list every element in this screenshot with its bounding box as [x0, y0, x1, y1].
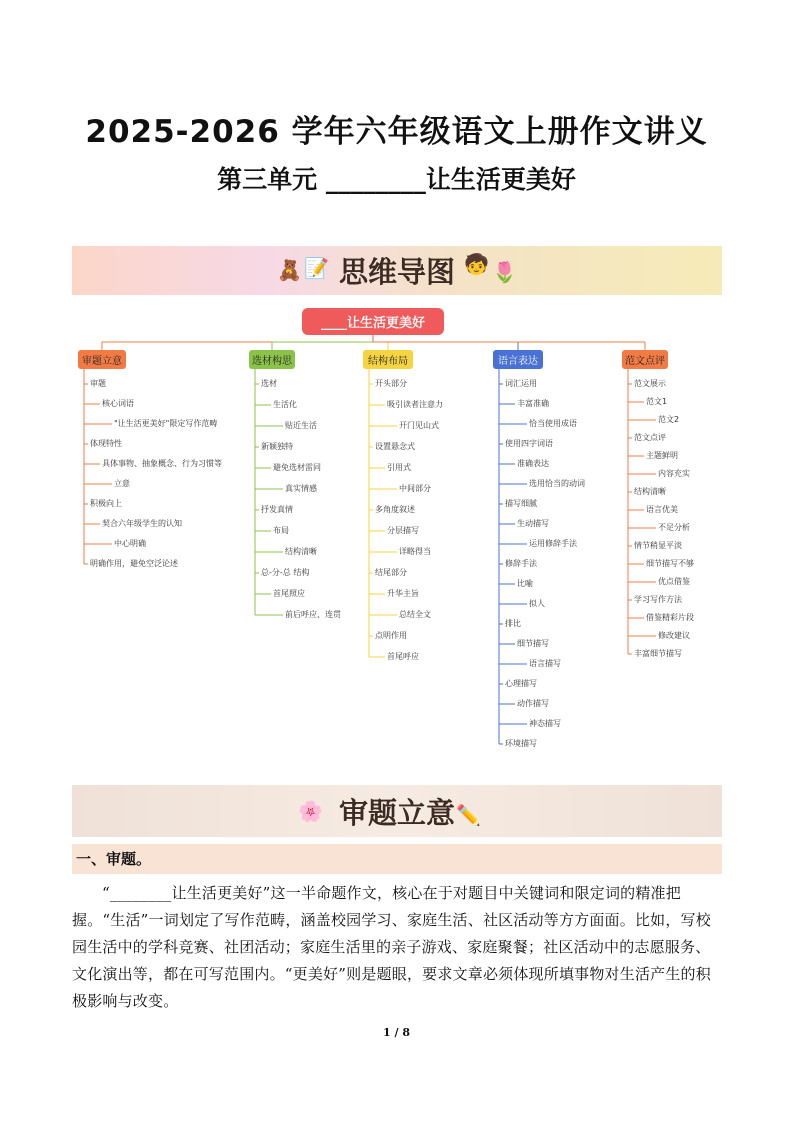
- mindmap-node: 中间部分: [399, 484, 431, 493]
- section-banner-title: 审题立意: [338, 795, 455, 830]
- mindmap-node: 修改建议: [658, 631, 690, 640]
- mindmap-node: 学习写作方法: [634, 595, 682, 604]
- mindmap-node: 体现特性: [90, 439, 122, 448]
- mindmap-node: 结构清晰: [634, 487, 666, 496]
- section-heading: 一、审题。: [72, 844, 722, 874]
- mindmap-node: 贴近生活: [285, 421, 317, 430]
- mindmap-node: 范文1: [646, 397, 668, 406]
- mindmap-node: 前后呼应、连贯: [285, 610, 341, 619]
- mindmap-node: 动作描写: [517, 699, 549, 708]
- mindmap-node: 分层描写: [387, 526, 419, 535]
- mindmap-node: 首尾照应: [273, 589, 305, 598]
- mindmap-node: 借鉴精彩片段: [646, 613, 694, 622]
- mindmap-node: 细节描写不够: [646, 559, 694, 568]
- mindmap-node: 吸引读者注意力: [387, 400, 443, 409]
- pencil-icon: ✏️: [456, 803, 481, 827]
- mindmap-node: "让生活更美好"限定写作范畴: [114, 419, 218, 428]
- section-banner: [72, 785, 722, 837]
- mindmap-node: 神态描写: [529, 719, 561, 728]
- mindmap-node: 核心词语: [102, 399, 134, 408]
- mindmap-branch: 选材构思: [249, 350, 295, 369]
- mindmap-node: 细节描写: [517, 639, 549, 648]
- mindmap-node: 范文点评: [634, 433, 666, 442]
- mindmap-node: 内容充实: [658, 469, 690, 478]
- mindmap-node: 运用修辞手法: [529, 539, 577, 548]
- mindmap-node: 选用恰当的动词: [529, 479, 585, 488]
- mindmap-branch: 审题立意: [78, 350, 126, 369]
- notebook-icon: 📝: [304, 256, 329, 280]
- mindmap-node: 拟人: [529, 599, 545, 608]
- mindmap-node: 避免选材雷同: [273, 463, 321, 472]
- mindmap-node: 词汇运用: [505, 379, 537, 388]
- document-subtitle: 第三单元 ________让生活更美好: [217, 165, 576, 194]
- mindmap-node: 情节稍显平淡: [634, 541, 682, 550]
- mindmap-node: 修辞手法: [505, 559, 537, 568]
- mindmap-node: 范文展示: [634, 379, 666, 388]
- mindmap-node: 主题鲜明: [646, 451, 678, 460]
- mindmap-node: 总-分-总 结构: [261, 568, 310, 577]
- mindmap-node: 丰富细节描写: [634, 649, 682, 658]
- child-icon: 🧒: [464, 252, 489, 276]
- mindmap-root: ____让生活更美好: [302, 308, 444, 335]
- mindmap-node: 使用四字词语: [505, 439, 553, 448]
- mindmap-node: 优点借鉴: [658, 577, 690, 586]
- mindmap-node: 新颖独特: [261, 442, 293, 451]
- mindmap-node: 恰当使用成语: [529, 419, 577, 428]
- mindmap-node: 选材: [261, 379, 277, 388]
- mindmap-node: 详略得当: [399, 547, 431, 556]
- document-title: 2025-2026 学年六年级语文上册作文讲义: [85, 114, 708, 150]
- mindmap-node: 设置悬念式: [375, 442, 415, 451]
- page-number: 1 / 8: [383, 1026, 410, 1039]
- mindmap-node: 范文2: [658, 415, 680, 424]
- flower-icon: 🌷: [492, 260, 517, 284]
- mindmap-node: 生动描写: [517, 519, 549, 528]
- mindmap-node: 结尾部分: [375, 568, 407, 577]
- bear-icon: 🧸: [277, 258, 302, 282]
- flower-icon: 🌸: [298, 799, 323, 823]
- mindmap-node: 首尾呼应: [387, 652, 419, 661]
- mindmap-node: 开头部分: [375, 379, 407, 388]
- mindmap-node: 准确表达: [517, 459, 549, 468]
- mindmap-node: 具体事物、抽象概念、行为习惯等: [102, 459, 222, 468]
- mindmap-node: 立意: [114, 479, 130, 488]
- mindmap-node: 描写细腻: [505, 499, 537, 508]
- mindmap-node: 语言优美: [646, 505, 678, 514]
- mindmap-node: 升华主旨: [387, 589, 419, 598]
- mindmap-branch: 语言表达: [493, 350, 543, 369]
- mindmap-node: 布局: [273, 526, 289, 535]
- mindmap-node: 结构清晰: [285, 547, 317, 556]
- mindmap-node: 生活化: [273, 400, 297, 409]
- mindmap-node: 环境描写: [505, 739, 537, 748]
- mindmap-node: 心理描写: [505, 679, 537, 688]
- mindmap-node: 抒发真情: [261, 505, 293, 514]
- mindmap-node: 点明作用: [375, 631, 407, 640]
- mindmap-node: 审题: [90, 379, 106, 388]
- mindmap-node: 语言描写: [529, 659, 561, 668]
- mindmap-node: 中心明确: [114, 539, 146, 548]
- mindmap-branch: 范文点评: [622, 350, 668, 369]
- mindmap-node: 真实情感: [285, 484, 317, 493]
- mindmap-node: 总结全文: [399, 610, 431, 619]
- mindmap-node: 积极向上: [90, 499, 122, 508]
- mindmap-node: 丰富准确: [517, 399, 549, 408]
- mindmap-banner-title: 思维导图: [338, 255, 455, 289]
- mindmap-node: 开门见山式: [399, 421, 439, 430]
- mindmap-node: 排比: [505, 619, 521, 628]
- mindmap-node: 不足分析: [658, 523, 690, 532]
- mindmap-node: 明确作用，避免空泛论述: [90, 559, 178, 568]
- mindmap-branch: 结构布局: [363, 350, 413, 369]
- mindmap-node: 多角度叙述: [375, 505, 415, 514]
- mindmap-node: 引用式: [387, 463, 411, 472]
- mindmap-node: 比喻: [517, 579, 533, 588]
- body-paragraph: “________让生活更美好”这一半命题作文，核心在于对题目中关键词和限定词的精准把握。“生活”一词划定了写作范畴，涵盖校园学习、家庭生活、社区活动等方方面面。比如，写校园生活中的学科竞赛、社团活动；家庭生活里的亲子游戏、家庭聚餐；社区活动中的志愿服务、文化演出等，都在可写范围内。“更美好”则是题眼，要求文章必须体现所填事物对生活产生的积极影响与改变。: [72, 884, 711, 1010]
- mindmap-node: 契合六年级学生的认知: [102, 519, 182, 528]
